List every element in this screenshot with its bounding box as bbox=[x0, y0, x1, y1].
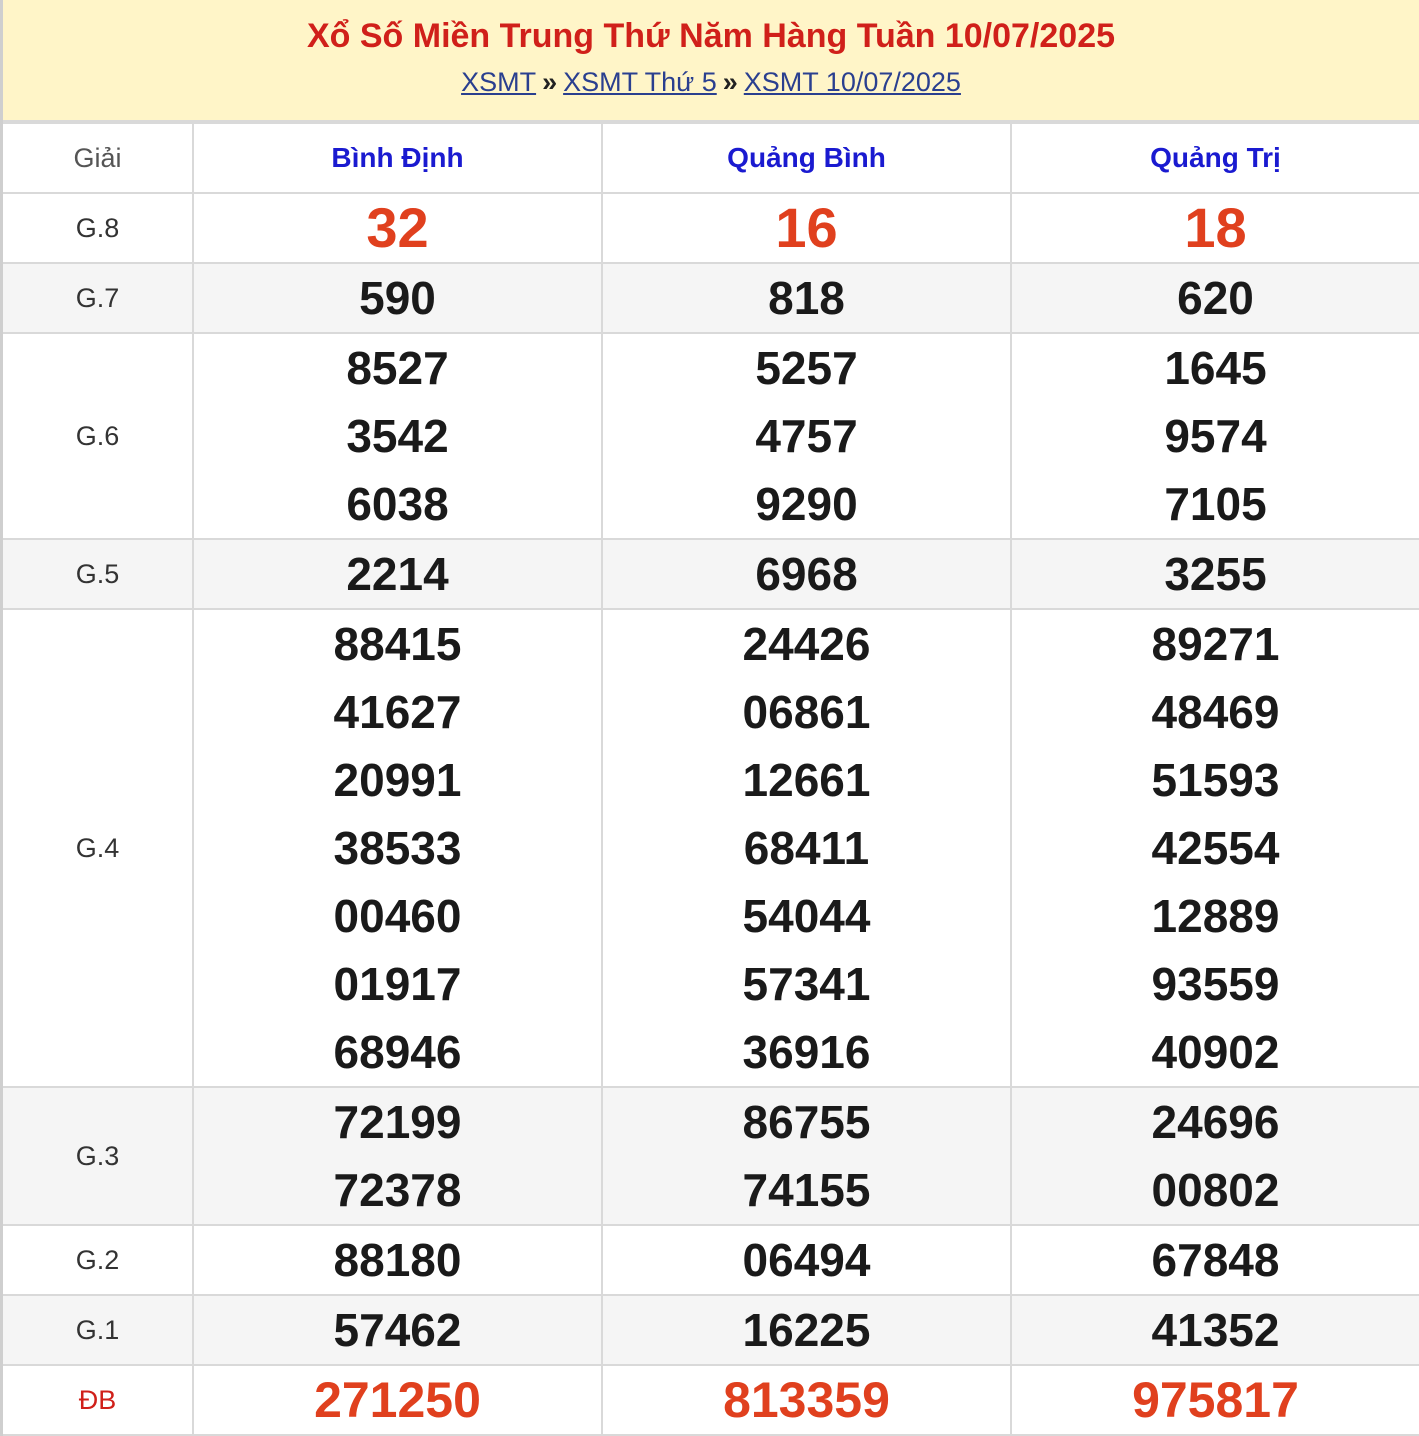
result-cell bbox=[1011, 193, 1419, 263]
province-header-quang-binh: Quảng Bình bbox=[602, 123, 1011, 193]
prize-label: ĐB bbox=[3, 1365, 193, 1435]
result-number: 24696 bbox=[1151, 1096, 1280, 1148]
result-number: 6968 bbox=[755, 548, 858, 600]
result-number: 620 bbox=[1177, 272, 1254, 324]
result-number: 590 bbox=[359, 272, 436, 324]
result-number: 72378 bbox=[333, 1164, 462, 1216]
result-cell bbox=[1011, 333, 1419, 539]
result-cell bbox=[602, 1087, 1011, 1225]
result-cell bbox=[1011, 1087, 1419, 1225]
result-number: 41627 bbox=[333, 686, 462, 738]
result-number: 68411 bbox=[743, 822, 870, 874]
province-header-binh-dinh: Bình Định bbox=[193, 123, 602, 193]
table-row bbox=[3, 1225, 1419, 1295]
result-number: 20991 bbox=[333, 754, 462, 806]
table-row bbox=[3, 263, 1419, 333]
table-row bbox=[3, 333, 1419, 539]
result-number: 06494 bbox=[742, 1234, 871, 1286]
result-number: 01917 bbox=[333, 958, 462, 1010]
result-cell bbox=[193, 1087, 602, 1225]
prize-label: G.7 bbox=[3, 263, 193, 333]
result-number: 7105 bbox=[1164, 478, 1267, 530]
result-number: 3542 bbox=[346, 410, 449, 462]
results-table bbox=[3, 122, 1419, 1436]
table-header-row bbox=[3, 123, 1419, 193]
result-cell bbox=[602, 1365, 1011, 1435]
prize-label: G.3 bbox=[3, 1087, 193, 1225]
result-cell bbox=[602, 193, 1011, 263]
result-cell bbox=[1011, 539, 1419, 609]
result-number: 36916 bbox=[742, 1026, 871, 1078]
table-row bbox=[3, 193, 1419, 263]
results-body bbox=[3, 193, 1419, 1435]
result-cell bbox=[602, 263, 1011, 333]
result-cell bbox=[602, 1295, 1011, 1365]
prize-column-header: Giải bbox=[3, 123, 193, 193]
result-number: 40902 bbox=[1151, 1026, 1280, 1078]
result-number: 89271 bbox=[1151, 618, 1280, 670]
result-number: 818 bbox=[768, 272, 845, 324]
result-number: 8527 bbox=[346, 342, 449, 394]
result-number: 67848 bbox=[1151, 1234, 1280, 1286]
result-number: 74155 bbox=[742, 1164, 871, 1216]
result-number: 00460 bbox=[333, 890, 462, 942]
result-number: 38533 bbox=[333, 822, 462, 874]
result-number: 24426 bbox=[742, 618, 871, 670]
table-row bbox=[3, 609, 1419, 1087]
prize-label: G.2 bbox=[3, 1225, 193, 1295]
result-cell bbox=[1011, 1225, 1419, 1295]
result-number: 3255 bbox=[1164, 548, 1267, 600]
result-number: 57341 bbox=[742, 958, 871, 1010]
result-number: 9290 bbox=[755, 478, 858, 530]
result-number: 00802 bbox=[1151, 1164, 1280, 1216]
result-cell bbox=[193, 539, 602, 609]
table-row bbox=[3, 1087, 1419, 1225]
result-cell bbox=[602, 333, 1011, 539]
result-number: 48469 bbox=[1151, 686, 1280, 738]
page-title: Xổ Số Miền Trung Thứ Năm Hàng Tuần 10/07/2025 bbox=[306, 17, 1116, 55]
result-number: 86755 bbox=[742, 1096, 871, 1148]
result-number: 975817 bbox=[1132, 1372, 1299, 1428]
result-number: 6038 bbox=[346, 478, 449, 530]
prize-label: G.5 bbox=[3, 539, 193, 609]
result-number: 813359 bbox=[723, 1372, 890, 1428]
result-number: 16225 bbox=[742, 1304, 871, 1356]
result-cell bbox=[602, 539, 1011, 609]
result-number: 57462 bbox=[333, 1304, 462, 1356]
result-number: 51593 bbox=[1151, 754, 1280, 806]
result-cell bbox=[193, 193, 602, 263]
result-cell bbox=[193, 1365, 602, 1435]
breadcrumb-link-xsmt-thu-5[interactable]: XSMT Thứ 5 bbox=[563, 67, 717, 97]
result-number: 88415 bbox=[333, 618, 462, 670]
table-row bbox=[3, 1365, 1419, 1435]
prize-label: G.8 bbox=[3, 193, 193, 263]
result-number: 72199 bbox=[333, 1096, 462, 1148]
result-number: 32 bbox=[366, 196, 429, 259]
result-cell bbox=[193, 1295, 602, 1365]
prize-label: G.4 bbox=[3, 609, 193, 1087]
breadcrumb-separator: » bbox=[542, 67, 558, 97]
breadcrumb-link-xsmt[interactable]: XSMT bbox=[461, 67, 537, 97]
result-cell bbox=[1011, 1295, 1419, 1365]
result-number: 68946 bbox=[333, 1026, 462, 1078]
result-number: 4757 bbox=[755, 410, 858, 462]
table-row bbox=[3, 539, 1419, 609]
result-number: 88180 bbox=[333, 1234, 462, 1286]
result-number: 2214 bbox=[346, 548, 449, 600]
result-number: 06861 bbox=[742, 686, 871, 738]
result-cell bbox=[602, 1225, 1011, 1295]
result-number: 16 bbox=[775, 196, 838, 259]
prize-label: G.6 bbox=[3, 333, 193, 539]
result-cell bbox=[193, 333, 602, 539]
breadcrumb bbox=[3, 62, 1419, 102]
result-number: 18 bbox=[1184, 196, 1247, 259]
result-number: 9574 bbox=[1164, 410, 1267, 462]
table-row bbox=[3, 1295, 1419, 1365]
result-cell bbox=[1011, 609, 1419, 1087]
result-number: 12889 bbox=[1151, 890, 1280, 942]
breadcrumb-separator: » bbox=[722, 67, 738, 97]
result-cell bbox=[1011, 1365, 1419, 1435]
results-header bbox=[3, 0, 1419, 122]
breadcrumb-link-xsmt-date[interactable]: XSMT 10/07/2025 bbox=[743, 67, 961, 97]
result-number: 93559 bbox=[1151, 958, 1280, 1010]
result-cell bbox=[193, 263, 602, 333]
province-header-quang-tri: Quảng Trị bbox=[1011, 123, 1419, 193]
result-cell bbox=[193, 1225, 602, 1295]
result-number: 41352 bbox=[1151, 1304, 1280, 1356]
result-cell bbox=[602, 609, 1011, 1087]
prize-label: G.1 bbox=[3, 1295, 193, 1365]
result-number: 54044 bbox=[742, 890, 871, 942]
result-number: 5257 bbox=[755, 342, 858, 394]
result-number: 12661 bbox=[742, 754, 871, 806]
result-cell bbox=[1011, 263, 1419, 333]
result-number: 271250 bbox=[314, 1372, 481, 1428]
result-number: 42554 bbox=[1151, 822, 1280, 874]
result-cell bbox=[193, 609, 602, 1087]
result-number: 1645 bbox=[1164, 342, 1267, 394]
